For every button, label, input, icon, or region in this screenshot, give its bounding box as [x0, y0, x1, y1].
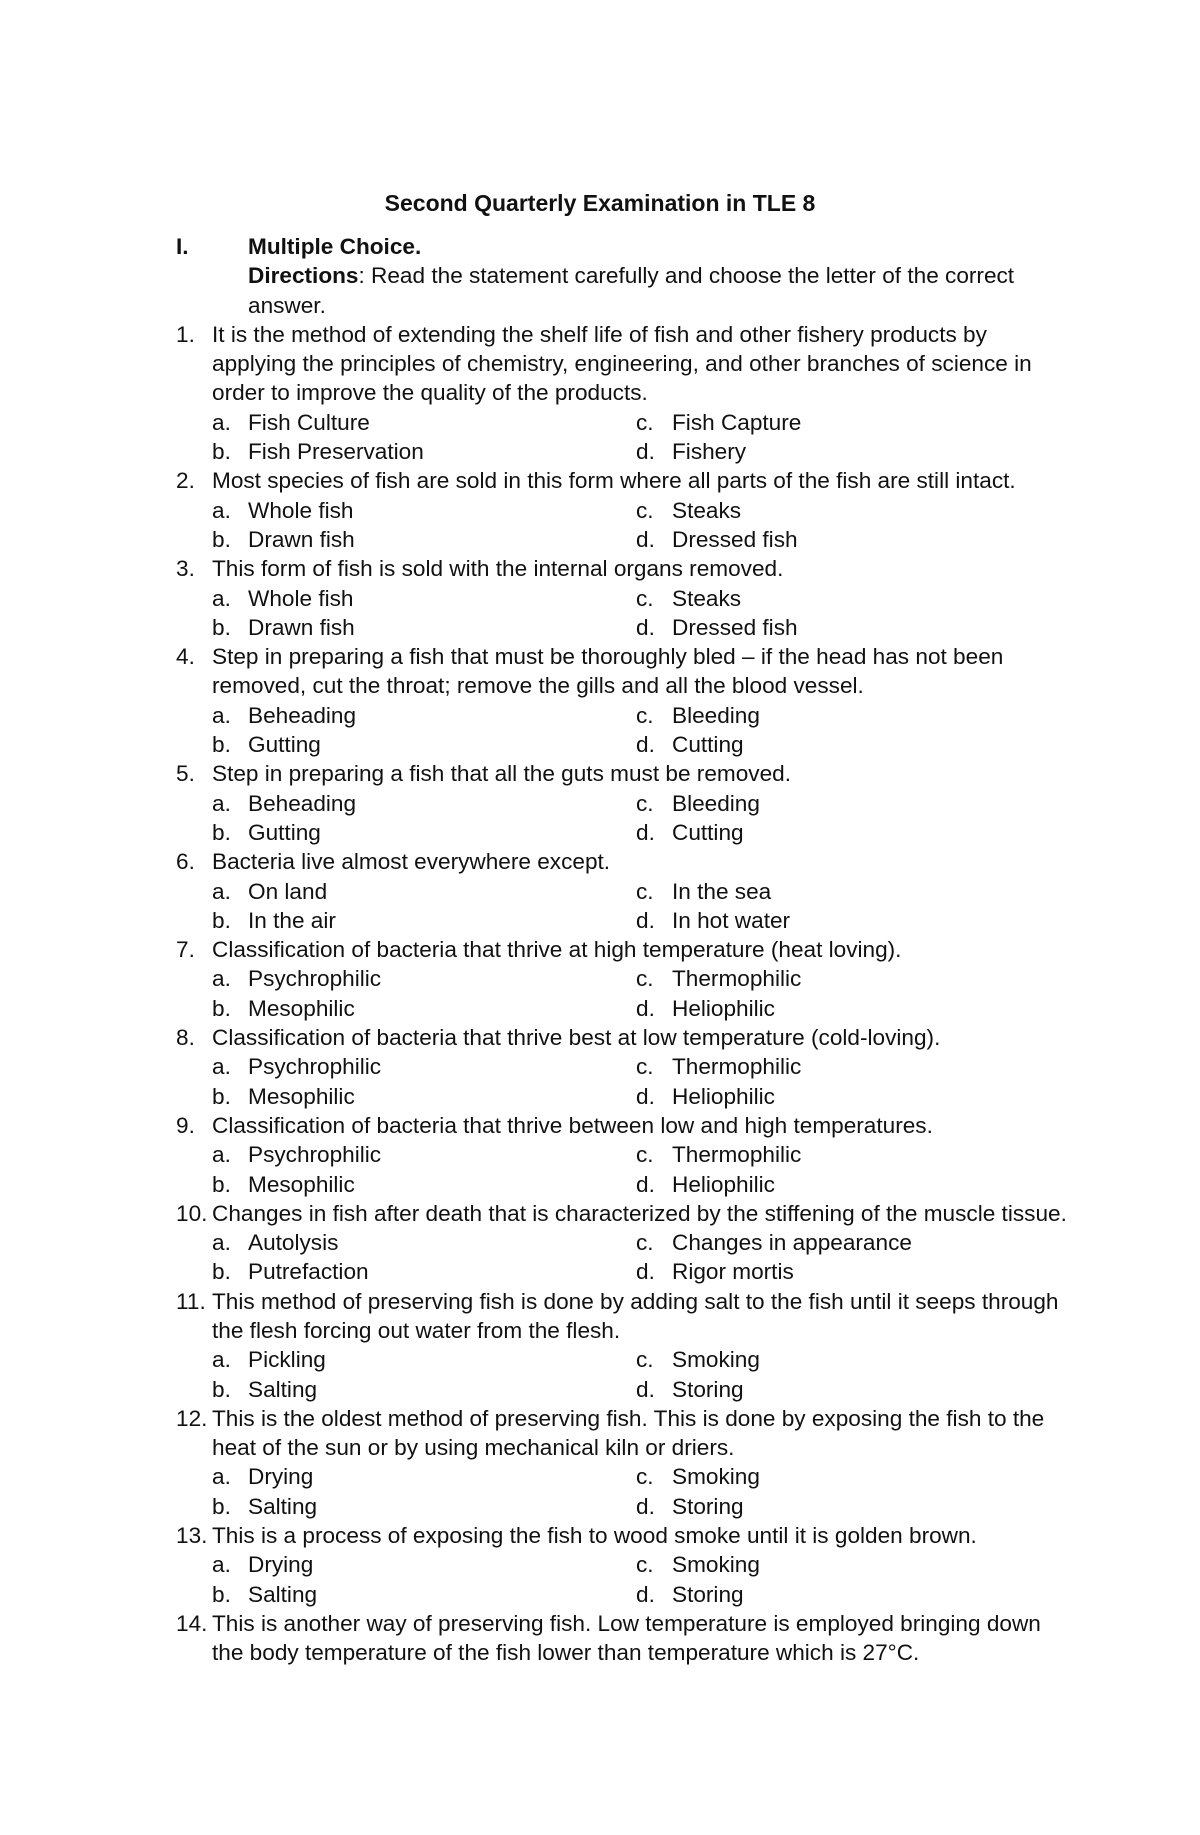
answer-choice	[636, 818, 1036, 847]
answer-choice	[212, 1492, 636, 1521]
question-number: 2.	[176, 468, 195, 494]
choice-letter: b.	[212, 526, 231, 552]
directions-label: Directions	[248, 263, 359, 289]
choice-text: Gutting	[248, 819, 321, 845]
choice-group	[212, 584, 1076, 643]
choice-text: Fish Capture	[672, 409, 802, 435]
question-text: This is a process of exposing the fish to wood smoke until it is golden brown.	[212, 1523, 977, 1549]
choice-text: Smoking	[672, 1552, 760, 1578]
choice-text: Drawn fish	[248, 526, 355, 552]
answer-choice	[636, 1140, 1036, 1169]
choice-text: Smoking	[672, 1347, 760, 1373]
choice-letter: d.	[636, 1581, 655, 1607]
question-number: 12.	[176, 1405, 208, 1431]
answer-choice	[636, 1052, 1036, 1081]
choice-letter: d.	[636, 526, 655, 552]
answer-choice	[212, 701, 636, 730]
answer-choice	[636, 1170, 1036, 1199]
choice-letter: d.	[636, 819, 655, 845]
choice-letter: d.	[636, 1171, 655, 1197]
question-text: Classification of bacteria that thrive best at low temperature (cold-loving).	[212, 1025, 941, 1051]
answer-choice	[636, 408, 1036, 437]
choice-text: Steaks	[672, 585, 742, 611]
choice-text: Drying	[248, 1464, 314, 1490]
question-text: This is another way of preserving fish. Low temperature is employed bringing down the body temperature of the fish lower than temperature which is 27°C.	[212, 1610, 1041, 1666]
section-heading	[176, 232, 1076, 261]
question-number: 1.	[176, 321, 195, 347]
answer-choice	[636, 789, 1036, 818]
choice-letter: b.	[212, 1581, 231, 1607]
section-title: Multiple Choice.	[248, 234, 422, 259]
answer-choice	[212, 1228, 636, 1257]
choice-letter: c.	[636, 1347, 654, 1373]
choice-text: Fish Preservation	[248, 439, 424, 465]
answer-choice	[212, 994, 636, 1023]
choice-letter: d.	[636, 439, 655, 465]
choice-letter: d.	[636, 1376, 655, 1402]
choice-text: Storing	[672, 1581, 744, 1607]
question-item	[176, 847, 1076, 935]
choice-letter: c.	[636, 1552, 654, 1578]
question-number: 6.	[176, 849, 195, 875]
question-text: This method of preserving fish is done by adding salt to the fish until it seeps through the flesh forcing out water from the flesh.	[212, 1288, 1059, 1343]
choice-text: Changes in appearance	[672, 1230, 912, 1256]
answer-choice	[636, 906, 1036, 935]
choice-letter: d.	[636, 995, 655, 1021]
choice-letter: a.	[212, 790, 231, 816]
question-item	[176, 554, 1076, 642]
choice-text: Beheading	[248, 702, 357, 728]
answer-choice	[636, 964, 1036, 993]
answer-choice	[212, 789, 636, 818]
choice-text: Cutting	[672, 732, 744, 758]
answer-choice	[636, 1257, 1036, 1286]
choice-letter: b.	[212, 1171, 231, 1197]
choice-text: Heliophilic	[672, 995, 775, 1021]
answer-choice	[636, 437, 1036, 466]
choice-letter: a.	[212, 1464, 231, 1490]
question-item	[176, 320, 1076, 466]
question-number: 14.	[176, 1610, 208, 1636]
choice-text: Gutting	[248, 732, 321, 758]
answer-choice	[636, 613, 1036, 642]
choice-letter: c.	[636, 409, 654, 435]
choice-letter: c.	[636, 497, 654, 523]
choice-text: Dressed fish	[672, 614, 798, 640]
question-text: This form of fish is sold with the internal organs removed.	[212, 556, 784, 582]
answer-choice	[212, 1550, 636, 1579]
choice-letter: b.	[212, 1376, 231, 1402]
answer-choice	[212, 1052, 636, 1081]
answer-choice	[636, 1492, 1036, 1521]
question-text: Changes in fish after death that is characterized by the stiffening of the muscle tissue.	[212, 1200, 1067, 1226]
question-number: 5.	[176, 761, 195, 787]
question-text: Bacteria live almost everywhere except.	[212, 849, 611, 875]
answer-choice	[636, 525, 1036, 554]
question-number: 10.	[176, 1200, 208, 1226]
choice-text: Salting	[248, 1581, 318, 1607]
choice-letter: d.	[636, 1493, 655, 1519]
section-number: I.	[176, 234, 189, 259]
choice-letter: a.	[212, 878, 231, 904]
question-text: Step in preparing a fish that all the guts must be removed.	[212, 761, 791, 787]
choice-text: In the sea	[672, 878, 772, 904]
choice-letter: b.	[212, 614, 231, 640]
choice-text: Thermophilic	[672, 1054, 802, 1080]
answer-choice	[636, 1462, 1036, 1491]
answer-choice	[212, 1082, 636, 1111]
question-number: 3.	[176, 556, 195, 582]
choice-text: Dressed fish	[672, 526, 798, 552]
choice-letter: d.	[636, 732, 655, 758]
answer-choice	[636, 1580, 1036, 1609]
answer-choice	[636, 1082, 1036, 1111]
choice-text: Mesophilic	[248, 1171, 355, 1197]
question-item	[176, 1404, 1076, 1521]
choice-text: Whole fish	[248, 497, 354, 523]
question-item	[176, 466, 1076, 554]
choice-group	[212, 1550, 1076, 1609]
question-item	[176, 1521, 1076, 1609]
choice-letter: a.	[212, 1552, 231, 1578]
answer-choice	[212, 818, 636, 847]
choice-text: Whole fish	[248, 585, 354, 611]
answer-choice	[636, 1345, 1036, 1374]
question-item	[176, 1199, 1076, 1287]
choice-group	[212, 789, 1076, 848]
choice-letter: c.	[636, 966, 654, 992]
question-text: This is the oldest method of preserving fish. This is done by exposing the fish to the heat of the sun or by using mechanical kiln or driers.	[212, 1405, 1045, 1461]
answer-choice	[212, 1170, 636, 1199]
choice-text: In the air	[248, 907, 336, 933]
choice-text: Fishery	[672, 439, 747, 465]
question-item	[176, 642, 1076, 759]
question-item	[176, 759, 1076, 847]
choice-text: Psychrophilic	[248, 1142, 382, 1168]
choice-text: Drying	[248, 1552, 314, 1578]
answer-choice	[636, 730, 1036, 759]
choice-letter: a.	[212, 1054, 231, 1080]
answer-choice	[636, 1550, 1036, 1579]
choice-group	[212, 701, 1076, 760]
answer-choice	[212, 906, 636, 935]
choice-text: Rigor mortis	[672, 1259, 794, 1285]
answer-choice	[212, 496, 636, 525]
choice-group	[212, 877, 1076, 936]
question-number: 11.	[176, 1288, 206, 1314]
answer-choice	[212, 1462, 636, 1491]
choice-letter: b.	[212, 732, 231, 758]
choice-text: Mesophilic	[248, 995, 355, 1021]
choice-letter: d.	[636, 907, 655, 933]
choice-group	[212, 1345, 1076, 1404]
question-item	[176, 1609, 1076, 1668]
choice-letter: b.	[212, 1493, 231, 1519]
choice-letter: b.	[212, 439, 231, 465]
choice-group	[212, 1462, 1076, 1521]
choice-text: Bleeding	[672, 790, 760, 816]
answer-choice	[212, 613, 636, 642]
choice-text: Putrefaction	[248, 1259, 369, 1285]
question-item	[176, 1287, 1076, 1404]
choice-letter: b.	[212, 1083, 231, 1109]
answer-choice	[212, 408, 636, 437]
choice-text: Thermophilic	[672, 1142, 802, 1168]
choice-letter: b.	[212, 995, 231, 1021]
answer-choice	[636, 877, 1036, 906]
choice-text: On land	[248, 878, 328, 904]
choice-letter: c.	[636, 878, 654, 904]
choice-letter: a.	[212, 702, 231, 728]
answer-choice	[636, 994, 1036, 1023]
choice-group	[212, 1052, 1076, 1111]
choice-letter: a.	[212, 1142, 231, 1168]
answer-choice	[636, 496, 1036, 525]
question-text: Most species of fish are sold in this form where all parts of the fish are still intact.	[212, 468, 1016, 494]
choice-letter: d.	[636, 1083, 655, 1109]
choice-text: Heliophilic	[672, 1171, 775, 1197]
choice-text: Salting	[248, 1376, 318, 1402]
multiple-choice-section	[176, 232, 1076, 1668]
answer-choice	[636, 701, 1036, 730]
question-text: Classification of bacteria that thrive at high temperature (heat loving).	[212, 937, 902, 963]
choice-letter: a.	[212, 409, 231, 435]
answer-choice	[212, 584, 636, 613]
choice-letter: c.	[636, 1142, 654, 1168]
choice-text: Drawn fish	[248, 614, 355, 640]
answer-choice	[212, 1257, 636, 1286]
question-number: 13.	[176, 1523, 208, 1549]
choice-text: Beheading	[248, 790, 357, 816]
choice-text: Storing	[672, 1376, 744, 1402]
choice-letter: a.	[212, 1230, 231, 1256]
question-number: 9.	[176, 1112, 195, 1138]
choice-text: Psychrophilic	[248, 966, 382, 992]
answer-choice	[212, 1580, 636, 1609]
choice-text: Cutting	[672, 819, 744, 845]
question-number: 8.	[176, 1025, 195, 1051]
answer-choice	[212, 525, 636, 554]
question-item	[176, 935, 1076, 1023]
choice-group	[212, 964, 1076, 1023]
choice-group	[212, 1140, 1076, 1199]
question-text: Classification of bacteria that thrive between low and high temperatures.	[212, 1112, 933, 1138]
choice-text: Mesophilic	[248, 1083, 355, 1109]
question-number: 4.	[176, 644, 195, 670]
answer-choice	[212, 730, 636, 759]
choice-text: Smoking	[672, 1464, 760, 1490]
choice-text: Thermophilic	[672, 966, 802, 992]
choice-text: Pickling	[248, 1347, 326, 1373]
answer-choice	[212, 1375, 636, 1404]
choice-letter: a.	[212, 497, 231, 523]
choice-letter: a.	[212, 1347, 231, 1373]
answer-choice	[636, 1228, 1036, 1257]
choice-letter: b.	[212, 907, 231, 933]
choice-text: Bleeding	[672, 702, 760, 728]
choice-text: Autolysis	[248, 1230, 339, 1256]
choice-letter: c.	[636, 1464, 654, 1490]
choice-text: Storing	[672, 1493, 744, 1519]
choice-group	[212, 408, 1076, 467]
answer-choice	[212, 1140, 636, 1169]
question-number: 7.	[176, 937, 195, 963]
choice-letter: c.	[636, 702, 654, 728]
choice-letter: a.	[212, 585, 231, 611]
question-item	[176, 1023, 1076, 1111]
question-list	[176, 320, 1076, 1668]
choice-text: Steaks	[672, 497, 742, 523]
answer-choice	[212, 437, 636, 466]
choice-letter: d.	[636, 614, 655, 640]
choice-text: Heliophilic	[672, 1083, 775, 1109]
answer-choice	[212, 877, 636, 906]
choice-text: Fish Culture	[248, 409, 370, 435]
answer-choice	[212, 964, 636, 993]
choice-letter: b.	[212, 1259, 231, 1285]
question-text: Step in preparing a fish that must be thoroughly bled – if the head has not been removed, cut the throat; remove the gills and all the blood vessel.	[212, 644, 1004, 699]
answer-choice	[636, 1375, 1036, 1404]
choice-letter: b.	[212, 819, 231, 845]
directions	[248, 261, 1068, 320]
choice-letter: c.	[636, 1054, 654, 1080]
choice-text: In hot water	[672, 907, 791, 933]
choice-group	[212, 1228, 1076, 1287]
exam-title: Second Quarterly Examination in TLE 8	[384, 190, 816, 216]
choice-letter: c.	[636, 1230, 654, 1256]
choice-text: Psychrophilic	[248, 1054, 382, 1080]
question-item	[176, 1111, 1076, 1199]
question-text: It is the method of extending the shelf life of fish and other fishery products by applying the principles of chemistry, engineering, and other branches of science in order to improve the quality of the products.	[212, 321, 1032, 406]
choice-letter: c.	[636, 585, 654, 611]
choice-text: Salting	[248, 1493, 318, 1519]
answer-choice	[212, 1345, 636, 1374]
choice-letter: c.	[636, 790, 654, 816]
directions-text: : Read the statement carefully and choose the letter of the correct answer.	[248, 263, 1015, 318]
answer-choice	[636, 584, 1036, 613]
choice-group	[212, 496, 1076, 555]
choice-letter: a.	[212, 966, 231, 992]
choice-letter: d.	[636, 1259, 655, 1285]
